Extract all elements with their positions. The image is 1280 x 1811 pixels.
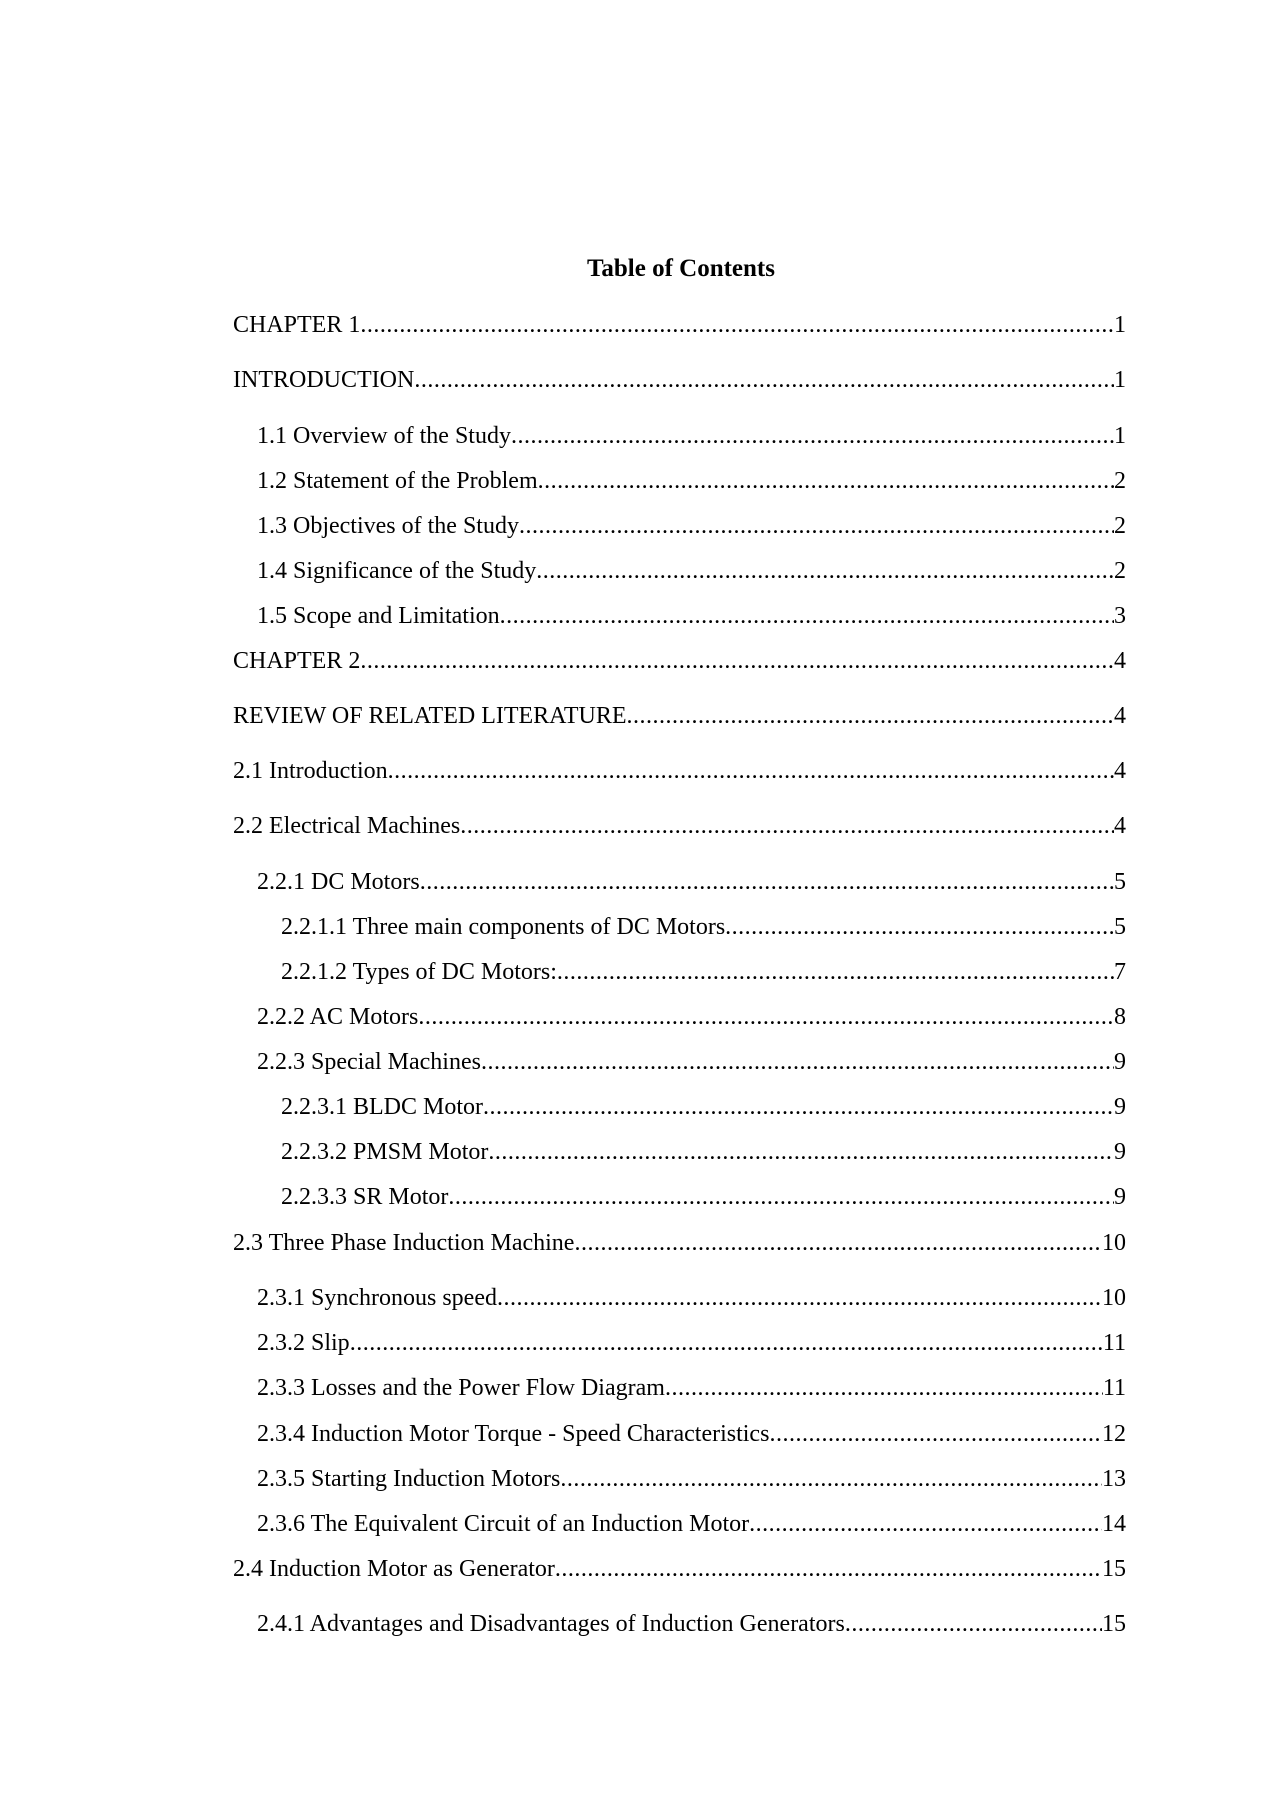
- toc-entry-page-number: 7: [1114, 959, 1126, 985]
- toc-entry-label: 2.2.3.1 BLDC Motor: [281, 1094, 484, 1120]
- toc-entry[interactable]: [281, 1136, 1126, 1168]
- toc-entry-label: CHAPTER 2: [233, 648, 361, 674]
- toc-entry[interactable]: [233, 364, 1126, 396]
- toc-entry[interactable]: [257, 465, 1126, 497]
- toc-entry[interactable]: [233, 645, 1126, 677]
- toc-leader-dots: [414, 364, 1114, 396]
- toc-entry-page-number: 13: [1102, 1466, 1126, 1492]
- toc-leader-dots: [574, 1227, 1102, 1259]
- toc-leader-dots: [725, 911, 1114, 943]
- toc-entry-label: 1.3 Objectives of the Study: [257, 513, 519, 539]
- toc-entry-label: 2.2.3.2 PMSM Motor: [281, 1139, 489, 1165]
- toc-entry-page-number: 4: [1114, 703, 1126, 729]
- toc-entry[interactable]: [257, 1282, 1126, 1314]
- toc-entry[interactable]: [233, 700, 1126, 732]
- toc-entry[interactable]: [257, 600, 1126, 632]
- toc-entry[interactable]: [257, 1372, 1126, 1404]
- toc-entry-label: 2.2 Electrical Machines: [233, 813, 461, 839]
- toc-entry-label: 2.3 Three Phase Induction Machine: [233, 1230, 575, 1256]
- toc-entry-label: 2.3.2 Slip: [257, 1330, 350, 1356]
- toc-entry-page-number: 11: [1102, 1330, 1126, 1356]
- toc-leader-dots: [420, 866, 1114, 898]
- toc-leader-dots: [460, 810, 1114, 842]
- toc-entry[interactable]: [233, 755, 1126, 787]
- toc-entry-page-number: 5: [1114, 914, 1126, 940]
- toc-entry-page-number: 8: [1114, 1004, 1126, 1030]
- toc-entry-page-number: 2: [1114, 468, 1126, 494]
- toc-entry-page-number: 4: [1114, 648, 1126, 674]
- toc-entry-label: 1.5 Scope and Limitation: [257, 603, 500, 629]
- toc-entry-page-number: 2: [1114, 558, 1126, 584]
- toc-leader-dots: [749, 1508, 1102, 1540]
- toc-leader-dots: [769, 1418, 1102, 1450]
- toc-entry[interactable]: [257, 510, 1126, 542]
- toc-entry[interactable]: [281, 956, 1126, 988]
- toc-entry[interactable]: [257, 1608, 1126, 1640]
- toc-entry[interactable]: [257, 1046, 1126, 1078]
- toc-entry[interactable]: [233, 810, 1126, 842]
- toc-entry-page-number: 10: [1102, 1230, 1126, 1256]
- toc-entry-label: 2.2.3.3 SR Motor: [281, 1184, 449, 1210]
- toc-leader-dots: [538, 465, 1114, 497]
- toc-entry-page-number: 1: [1114, 312, 1126, 338]
- toc-entry-page-number: 4: [1114, 813, 1126, 839]
- toc-entry-page-number: 9: [1114, 1049, 1126, 1075]
- toc-entry[interactable]: [257, 1327, 1126, 1359]
- toc-entry-page-number: 5: [1114, 869, 1126, 895]
- toc-leader-dots: [560, 1463, 1102, 1495]
- toc-entry-label: 2.3.3 Losses and the Power Flow Diagram: [257, 1375, 665, 1401]
- toc-entry-label: 2.3.1 Synchronous speed: [257, 1285, 497, 1311]
- toc-entry[interactable]: [281, 1091, 1126, 1123]
- toc-entry-label: 2.4 Induction Motor as Generator: [233, 1556, 555, 1582]
- toc-entry-label: 2.3.6 The Equivalent Circuit of an Induction Motor: [257, 1511, 750, 1537]
- toc-leader-dots: [497, 1282, 1102, 1314]
- toc-entry-page-number: 11: [1102, 1375, 1126, 1401]
- toc-entry[interactable]: [257, 866, 1126, 898]
- toc-entry[interactable]: [257, 1418, 1126, 1450]
- toc-entry-page-number: 9: [1114, 1094, 1126, 1120]
- toc-leader-dots: [511, 420, 1114, 452]
- toc-leader-dots: [360, 309, 1114, 341]
- toc-entry-label: 2.3.5 Starting Induction Motors: [257, 1466, 561, 1492]
- toc-entry[interactable]: [257, 420, 1126, 452]
- toc-entry-page-number: 4: [1114, 758, 1126, 784]
- toc-entry-page-number: 9: [1114, 1184, 1126, 1210]
- toc-entry-label: 2.4.1 Advantages and Disadvantages of Induction Generators: [257, 1611, 845, 1637]
- toc-entry[interactable]: [257, 1463, 1126, 1495]
- toc-entry-label: CHAPTER 1: [233, 312, 361, 338]
- toc-leader-dots: [555, 1553, 1102, 1585]
- toc-entry-label: REVIEW OF RELATED LITERATURE: [233, 703, 627, 729]
- toc-leader-dots: [488, 1136, 1114, 1168]
- toc-leader-dots: [519, 510, 1114, 542]
- toc-entry-label: 2.3.4 Induction Motor Torque - Speed Characteristics: [257, 1421, 770, 1447]
- toc-leader-dots: [536, 555, 1114, 587]
- toc-entry-label: 1.1 Overview of the Study: [257, 423, 511, 449]
- toc-entry-label: 2.2.1.2 Types of DC Motors:: [281, 959, 557, 985]
- toc-leader-dots: [665, 1372, 1103, 1404]
- toc-leader-dots: [500, 600, 1114, 632]
- toc-entry-page-number: 10: [1102, 1285, 1126, 1311]
- toc-leader-dots: [557, 956, 1114, 988]
- toc-leader-dots: [388, 755, 1114, 787]
- toc-entry-label: 2.2.1 DC Motors: [257, 869, 420, 895]
- toc-entry-page-number: 14: [1102, 1511, 1126, 1537]
- toc-entry-label: INTRODUCTION: [233, 367, 415, 393]
- toc-entry[interactable]: [281, 911, 1126, 943]
- toc-leader-dots: [845, 1608, 1102, 1640]
- toc-entry-page-number: 1: [1114, 423, 1126, 449]
- toc-entry-page-number: 15: [1102, 1556, 1126, 1582]
- toc-entry[interactable]: [257, 555, 1126, 587]
- toc-entry-label: 2.2.3 Special Machines: [257, 1049, 481, 1075]
- toc-entry-label: 1.4 Significance of the Study: [257, 558, 537, 584]
- toc-entry[interactable]: [233, 1553, 1126, 1585]
- toc-entry-label: 2.2.2 AC Motors: [257, 1004, 419, 1030]
- toc-entry-page-number: 1: [1114, 367, 1126, 393]
- toc-leader-dots: [350, 1327, 1103, 1359]
- toc-leader-dots: [481, 1046, 1114, 1078]
- toc-entry-page-number: 3: [1114, 603, 1126, 629]
- toc-leader-dots: [360, 645, 1114, 677]
- toc-entry[interactable]: [257, 1001, 1126, 1033]
- toc-leader-dots: [418, 1001, 1114, 1033]
- toc-entry-page-number: 2: [1114, 513, 1126, 539]
- toc-entry[interactable]: [257, 1508, 1126, 1540]
- toc-leader-dots: [483, 1091, 1114, 1123]
- toc-title: Table of Contents: [587, 255, 775, 282]
- toc-entry-page-number: 15: [1102, 1611, 1126, 1637]
- toc-entry-label: 1.2 Statement of the Problem: [257, 468, 538, 494]
- toc-entry-label: 2.2.1.1 Three main components of DC Motors: [281, 914, 726, 940]
- toc-entry[interactable]: [281, 1181, 1126, 1213]
- toc-entry[interactable]: [233, 309, 1126, 341]
- toc-leader-dots: [448, 1181, 1114, 1213]
- toc-leader-dots: [627, 700, 1114, 732]
- toc-entry-page-number: 12: [1102, 1421, 1126, 1447]
- toc-entry[interactable]: [233, 1227, 1126, 1259]
- toc-entry-label: 2.1 Introduction: [233, 758, 388, 784]
- toc-entry-page-number: 9: [1114, 1139, 1126, 1165]
